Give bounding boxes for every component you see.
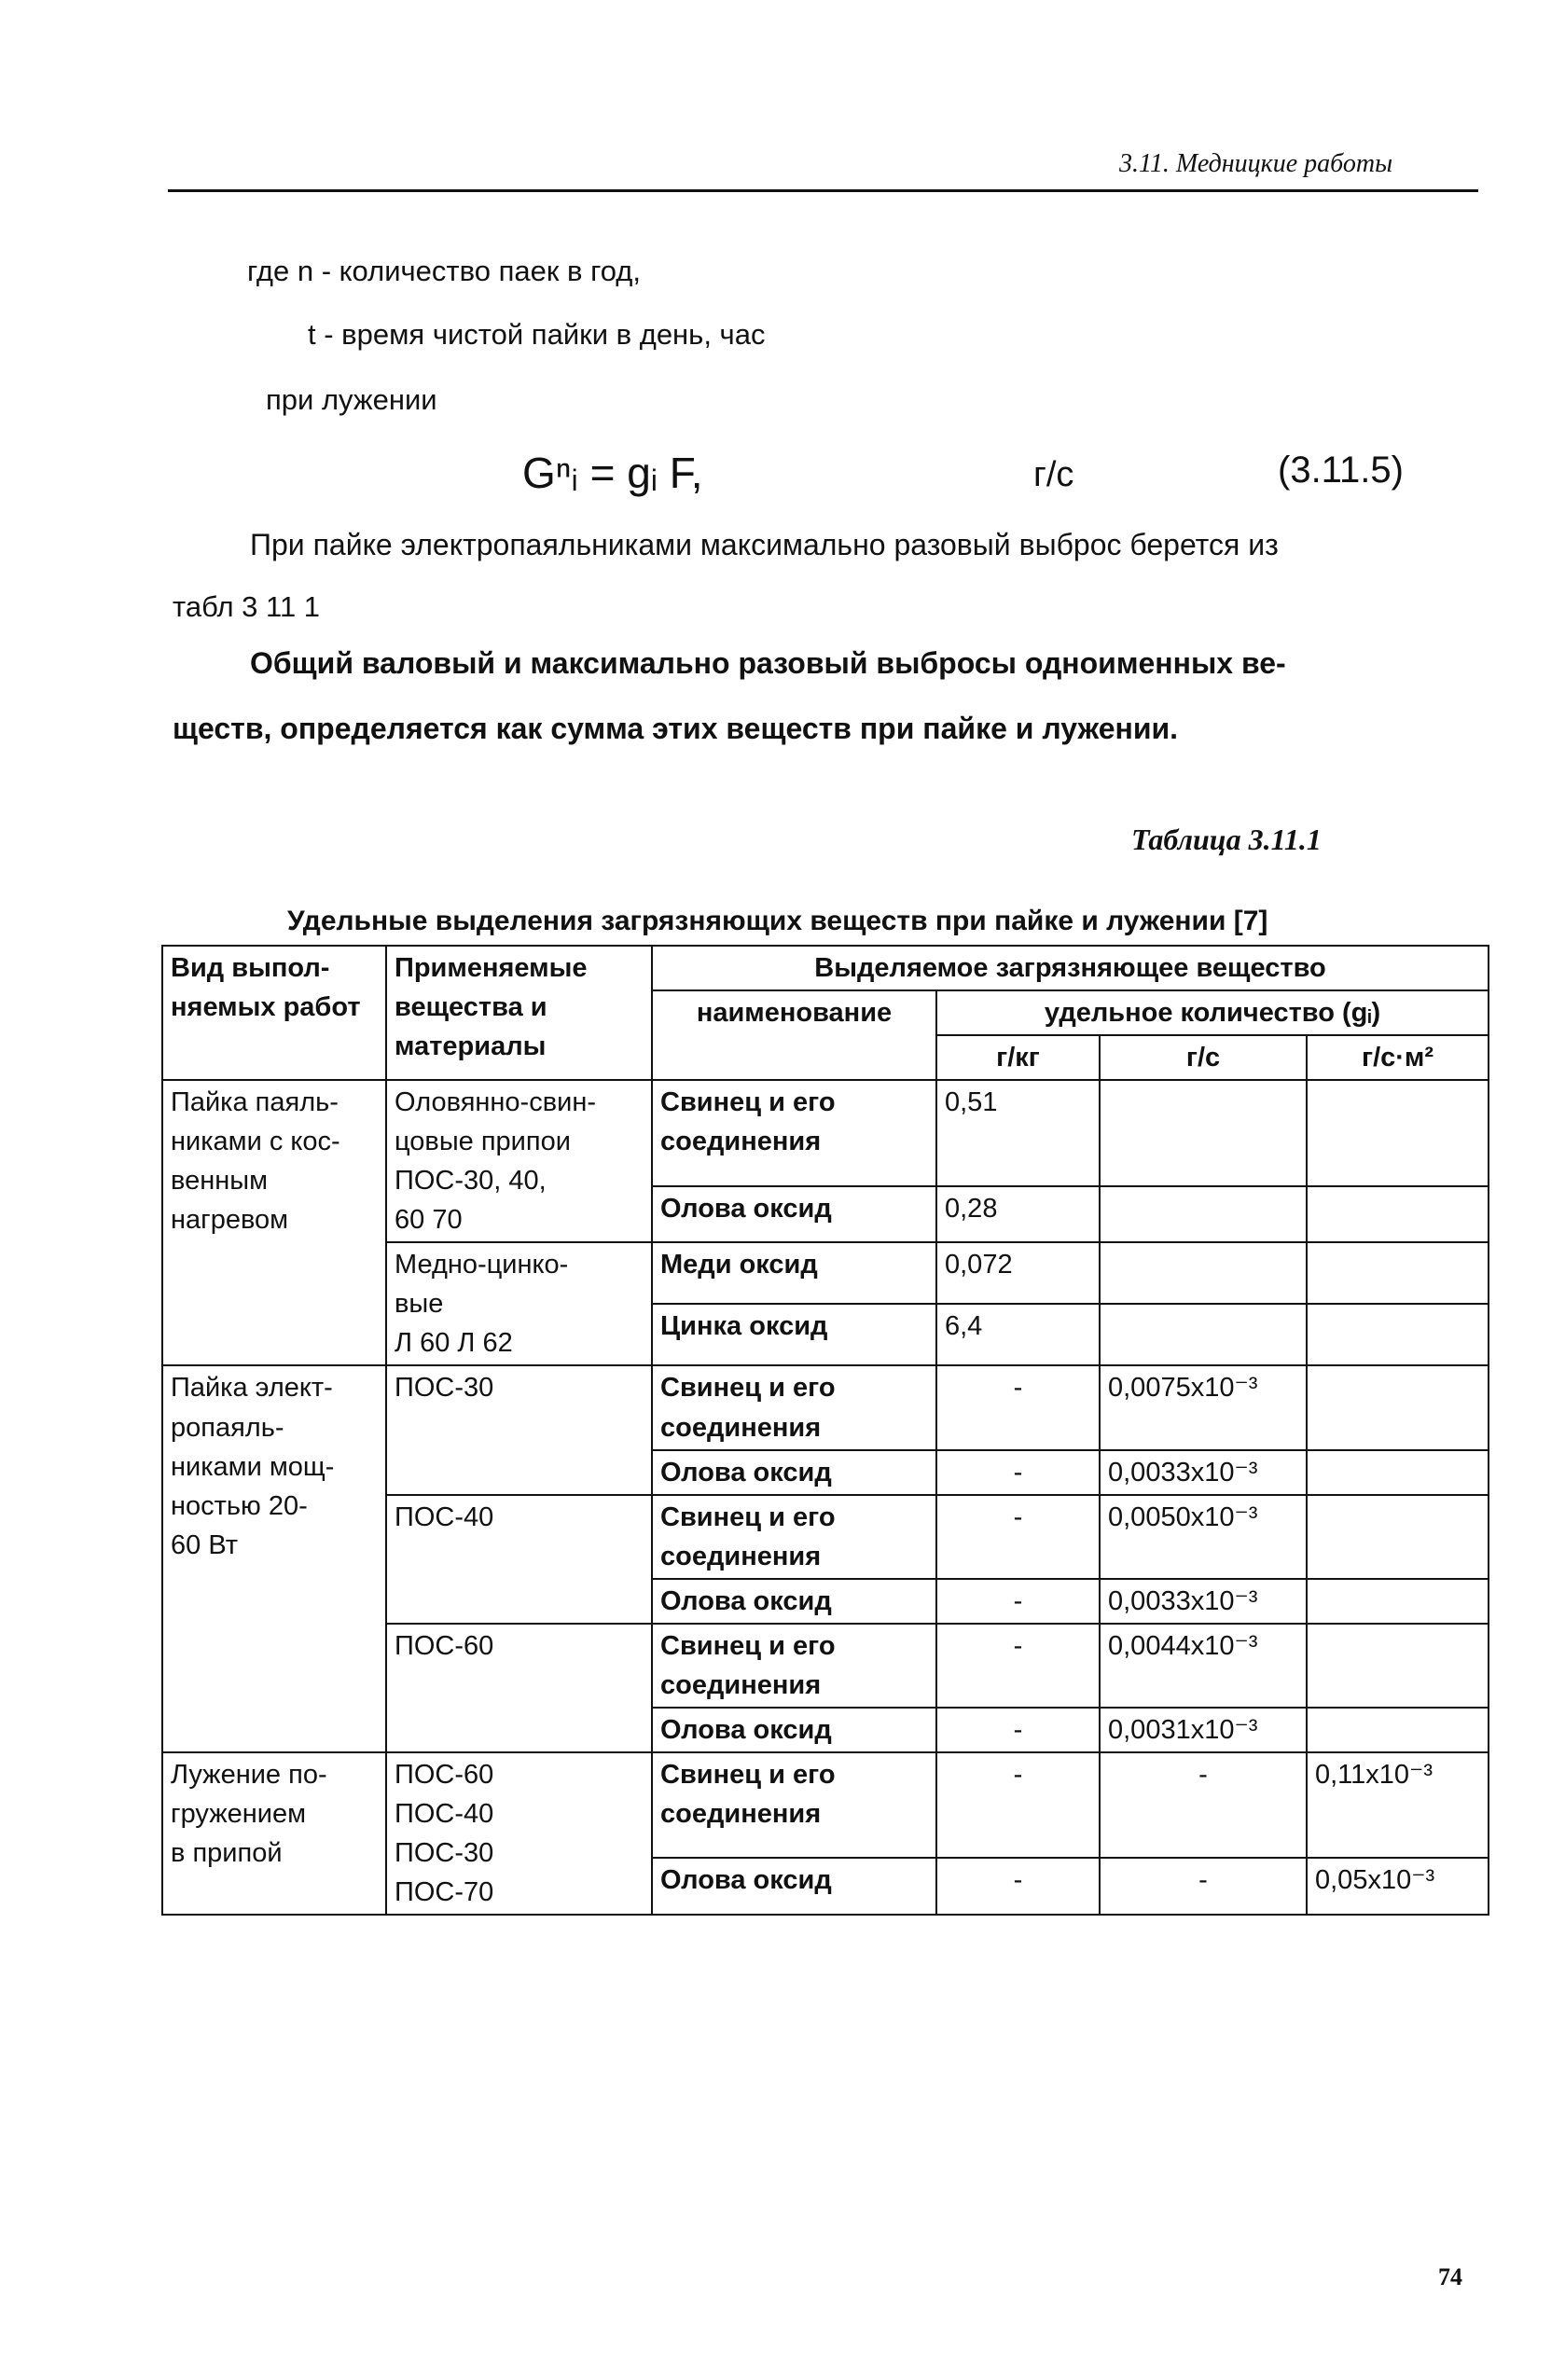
value-gsm2-cell	[1307, 1186, 1489, 1243]
material-line: ПОС-40	[395, 1501, 494, 1532]
value-gsm2-cell	[1307, 1365, 1489, 1449]
material-line: Оловянно-свин-	[395, 1087, 596, 1118]
emissions-table	[161, 945, 1489, 1916]
substance-name-cell	[652, 1186, 936, 1243]
where-line-2: t - время чистой пайки в день, час	[308, 318, 766, 351]
material-cell	[386, 1242, 652, 1365]
paragraph-2-line-2: ществ, определяется как сумма этих веществ при пайке и лужении.	[173, 712, 1179, 745]
table-title: Удельные выделения загрязняющих веществ при пайке и лужении [7]	[287, 906, 1268, 936]
substance-name-line: Меди оксид	[660, 1250, 818, 1280]
header-unit-gs: г/с	[1100, 1035, 1307, 1080]
substance-name-line: Олова оксид	[660, 1585, 832, 1616]
header-materials: Применяемые вещества и материалы	[386, 946, 652, 1080]
value-gs-cell: -	[1100, 1858, 1307, 1915]
value-gsm2-cell	[1307, 1242, 1489, 1304]
material-line: ПОС-30, 40,	[395, 1166, 547, 1197]
substance-name-line: Свинец и его	[660, 1759, 836, 1790]
header-name: наименование	[652, 990, 936, 1080]
substance-name-line: соединения	[660, 1798, 822, 1829]
substance-name-cell	[652, 1752, 936, 1859]
substance-name-line: Олова оксид	[660, 1714, 832, 1745]
substance-name-line: Свинец и его	[660, 1373, 836, 1404]
value-gkg-cell: -	[936, 1579, 1100, 1624]
substance-name-cell	[652, 1450, 936, 1495]
substance-name-line: Олова оксид	[660, 1193, 832, 1224]
substance-name-line: соединения	[660, 1541, 822, 1571]
header-unit-gsm2: г/с·м²	[1307, 1035, 1489, 1080]
paragraph-2-line-1: Общий валовый и максимально разовый выбросы одноименных ве-	[250, 646, 1286, 680]
table-label: Таблица 3.11.1	[1131, 823, 1322, 856]
table-row	[162, 1365, 1489, 1449]
value-gs-cell: 0,0044x10⁻³	[1100, 1624, 1307, 1708]
value-gsm2-cell	[1307, 1450, 1489, 1495]
value-gs-cell: 0,0075x10⁻³	[1100, 1365, 1307, 1449]
work-type-line: ропаяль-	[171, 1412, 284, 1443]
formula: Gⁿᵢ = gᵢ F,	[522, 449, 703, 497]
substance-name-cell	[652, 1708, 936, 1752]
substance-name-line: Свинец и его	[660, 1501, 836, 1532]
substance-name-line: Олова оксид	[660, 1457, 832, 1488]
work-type-line: Лужение по-	[171, 1759, 327, 1790]
substance-name-cell	[652, 1579, 936, 1624]
substance-name-line: соединения	[660, 1669, 822, 1700]
header-work-type: Вид выпол- няемых работ	[162, 946, 386, 1080]
substance-name-cell	[652, 1495, 936, 1579]
material-line: ПОС-30	[395, 1837, 494, 1868]
value-gs-cell	[1100, 1186, 1307, 1243]
value-gkg-cell: 0,51	[936, 1080, 1100, 1186]
value-gsm2-cell	[1307, 1708, 1489, 1752]
value-gs-cell: -	[1100, 1752, 1307, 1859]
value-gs-cell	[1100, 1242, 1307, 1304]
material-cell	[386, 1080, 652, 1242]
where-line-1: где n - количество паек в год,	[247, 255, 641, 287]
material-cell	[386, 1624, 652, 1752]
work-type-line: Пайка паяль-	[171, 1087, 339, 1118]
value-gkg-cell: -	[936, 1365, 1100, 1449]
work-type-line: никами с кос-	[171, 1127, 340, 1157]
substance-name-cell	[652, 1304, 936, 1365]
substance-name-line: Цинка оксид	[660, 1311, 828, 1342]
material-line: Л 60 Л 62	[395, 1328, 513, 1359]
running-title: 3.11. Медницкие работы	[1119, 149, 1393, 178]
material-line: вые	[395, 1289, 444, 1320]
header-specific-amount: удельное количество (gᵢ)	[936, 990, 1489, 1035]
value-gsm2-cell	[1307, 1579, 1489, 1624]
header-rule	[168, 189, 1478, 192]
value-gkg-cell: 0,072	[936, 1242, 1100, 1304]
header-row-1	[162, 946, 1489, 990]
value-gs-cell	[1100, 1080, 1307, 1186]
value-gs-cell: 0,0050x10⁻³	[1100, 1495, 1307, 1579]
work-type-cell	[162, 1365, 386, 1751]
tinning-label: при лужении	[266, 383, 437, 416]
table-row	[162, 1752, 1489, 1859]
value-gkg-cell: -	[936, 1858, 1100, 1915]
table-row	[162, 1080, 1489, 1186]
value-gkg-cell: -	[936, 1624, 1100, 1708]
value-gkg-cell: -	[936, 1752, 1100, 1859]
value-gsm2-cell	[1307, 1624, 1489, 1708]
value-gsm2-cell: 0,05x10⁻³	[1307, 1858, 1489, 1915]
substance-name-line: Свинец и его	[660, 1630, 836, 1661]
work-type-cell	[162, 1752, 386, 1915]
substance-name-line: соединения	[660, 1127, 822, 1157]
material-cell	[386, 1752, 652, 1915]
value-gkg-cell: 6,4	[936, 1304, 1100, 1365]
value-gsm2-cell: 0,11x10⁻³	[1307, 1752, 1489, 1859]
substance-name-line: Олова оксид	[660, 1865, 832, 1896]
work-type-line: нагревом	[171, 1205, 289, 1236]
substance-name-cell	[652, 1080, 936, 1186]
substance-name-cell	[652, 1242, 936, 1304]
value-gs-cell	[1100, 1304, 1307, 1365]
substance-name-cell	[652, 1624, 936, 1708]
value-gs-cell: 0,0033x10⁻³	[1100, 1450, 1307, 1495]
substance-name-line: соединения	[660, 1412, 822, 1443]
work-type-line: в припой	[171, 1837, 283, 1868]
material-line: ПОС-40	[395, 1798, 494, 1829]
header-unit-gkg: г/кг	[936, 1035, 1100, 1080]
work-type-line: гружением	[171, 1798, 307, 1829]
value-gsm2-cell	[1307, 1304, 1489, 1365]
value-gs-cell: 0,0031x10⁻³	[1100, 1708, 1307, 1752]
value-gsm2-cell	[1307, 1080, 1489, 1186]
substance-name-cell	[652, 1858, 936, 1915]
material-line: цовые припои	[395, 1127, 571, 1157]
value-gkg-cell: -	[936, 1450, 1100, 1495]
material-cell	[386, 1495, 652, 1624]
paragraph-1-line-2: табл 3 11 1	[173, 590, 321, 623]
work-type-line: Пайка элект-	[171, 1373, 333, 1404]
paragraph-1-line-1: При пайке электропаяльниками максимально разовый выброс берется из	[250, 528, 1279, 561]
value-gkg-cell: -	[936, 1708, 1100, 1752]
work-type-line: никами мощ-	[171, 1451, 335, 1482]
material-line: 60 70	[395, 1205, 463, 1236]
work-type-line: венным	[171, 1166, 269, 1197]
value-gkg-cell: 0,28	[936, 1186, 1100, 1243]
formula-number: (3.11.5)	[1278, 450, 1404, 491]
header-pollutant-group: Выделяемое загрязняющее вещество	[652, 946, 1489, 990]
formula-unit: г/с	[1033, 455, 1074, 494]
work-type-line: 60 Вт	[171, 1529, 238, 1560]
work-type-cell	[162, 1080, 386, 1365]
material-line: Медно-цинко-	[395, 1250, 569, 1280]
value-gkg-cell: -	[936, 1495, 1100, 1579]
material-line: ПОС-60	[395, 1759, 494, 1790]
material-line: ПОС-60	[395, 1630, 494, 1661]
value-gs-cell: 0,0033x10⁻³	[1100, 1579, 1307, 1624]
value-gsm2-cell	[1307, 1495, 1489, 1579]
substance-name-line: Свинец и его	[660, 1087, 836, 1118]
substance-name-cell	[652, 1365, 936, 1449]
material-line: ПОС-30	[395, 1373, 494, 1404]
material-line: ПОС-70	[395, 1877, 494, 1908]
page-number: 74	[1438, 2263, 1462, 2290]
work-type-line: ностью 20-	[171, 1490, 308, 1521]
material-cell	[386, 1365, 652, 1494]
